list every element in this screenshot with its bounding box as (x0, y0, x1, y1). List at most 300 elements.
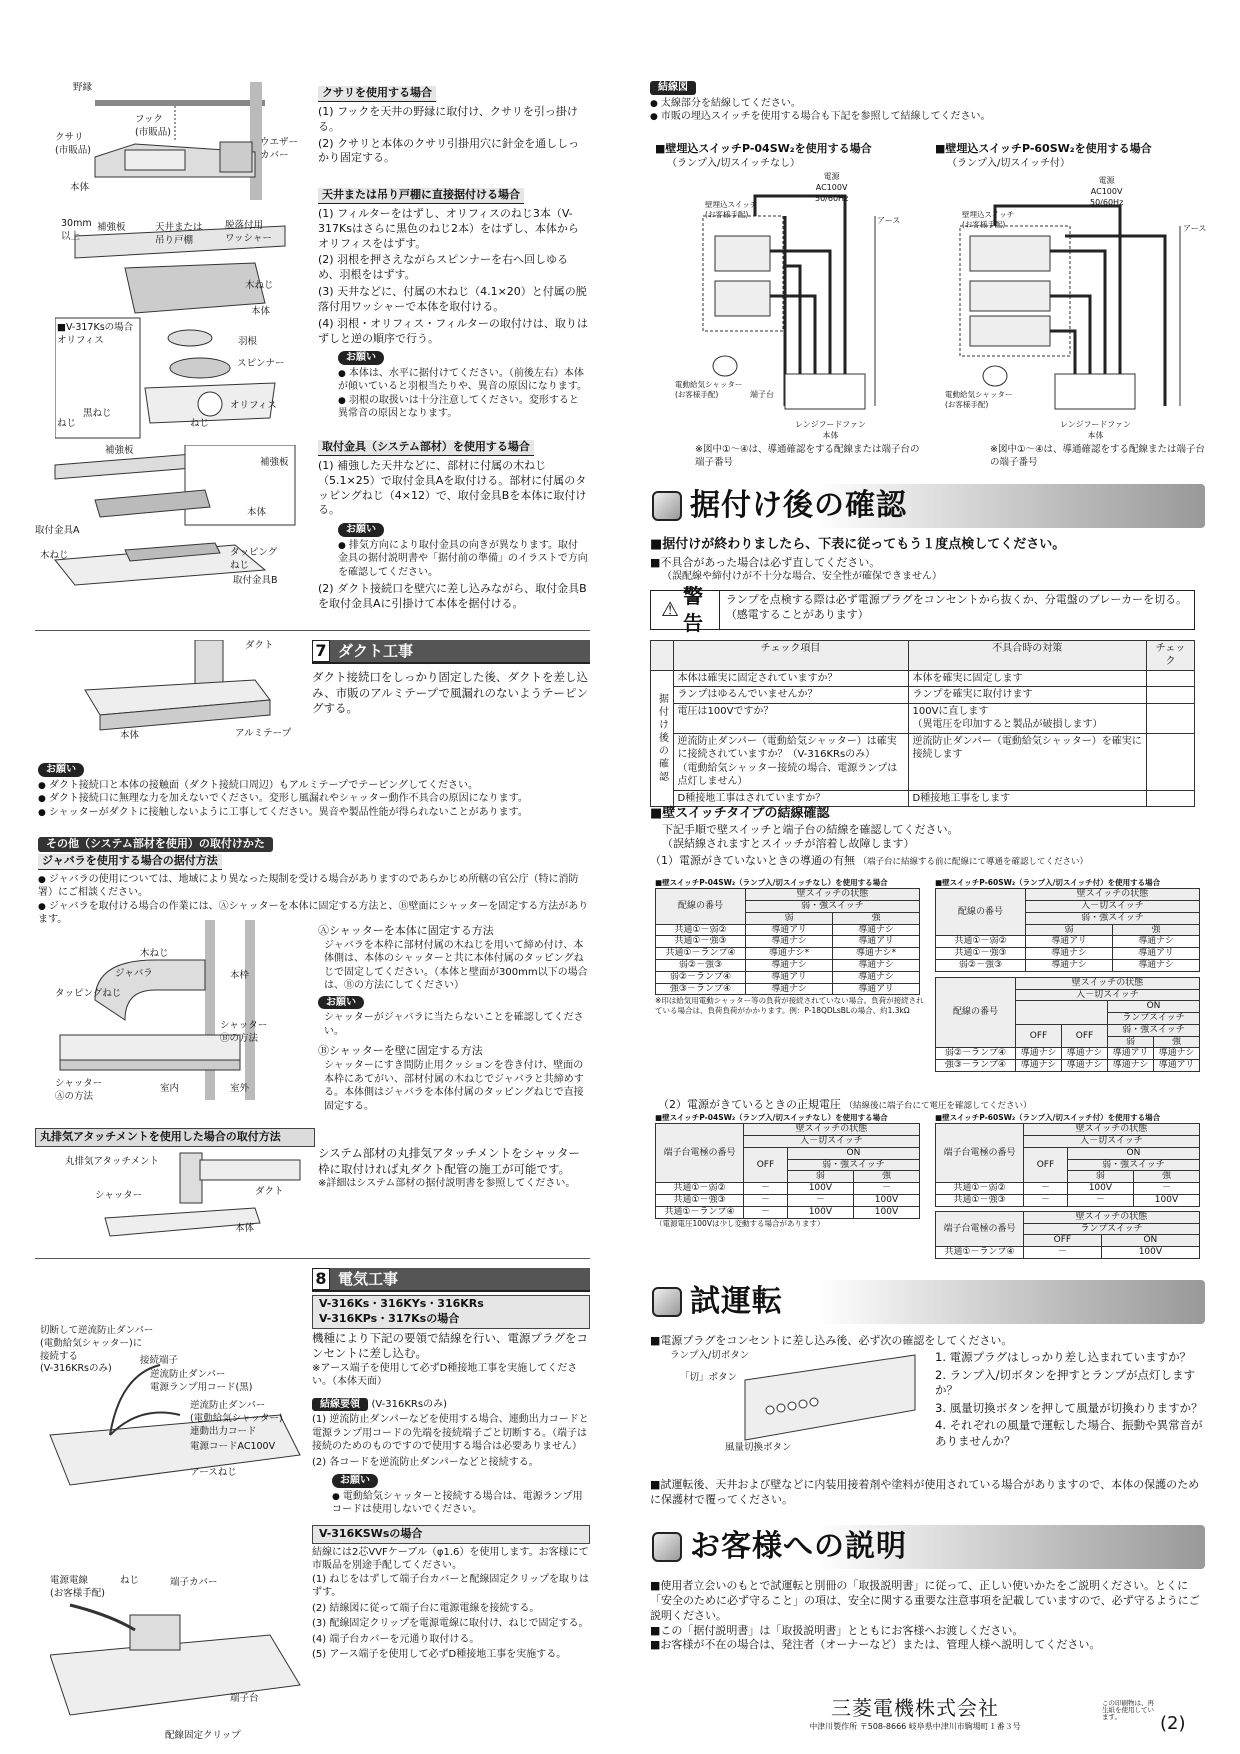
table-cell: 共通①－強③ (936, 1194, 1024, 1206)
table-cell: 導通アリ (746, 924, 833, 936)
section-heading (650, 484, 1205, 528)
table-header: 入－切スイッチ (1024, 1135, 1200, 1147)
attach-figure (65, 1148, 305, 1243)
fig-label: アルミテープ (235, 728, 292, 739)
jabara-methods (318, 924, 590, 1113)
explain-item: ■この「据付説明書」は「取扱説明書」とともにお客様へお渡しください。 (650, 1623, 1024, 1637)
check-sub: ■不具合があった場合は必ず直してください。 (650, 555, 881, 569)
attach-section (318, 1146, 590, 1191)
test-run-checklist (935, 1350, 1210, 1451)
table-header: 入－切スイッチ (744, 1135, 920, 1147)
diagram-subtitle: （ランプ入/切スイッチ付） (947, 157, 1070, 169)
table (935, 1211, 1200, 1259)
table-header: ON (1108, 1001, 1200, 1013)
section-heading (650, 1280, 1205, 1324)
jabara-note: ● ジャバラの使用については、地域により異なった規制を受ける場合がありますのであらかじめ所轄の官公庁（特に消防署）にご相談ください。 (38, 873, 590, 900)
table-cell: 導通ナシ* (833, 948, 920, 960)
chain-mount-illustration (55, 82, 295, 200)
duct-notice (38, 760, 588, 819)
table-header: OFF (1062, 1024, 1108, 1048)
table-cell: 導通アリ (746, 971, 833, 983)
section-title: 電気工事 (330, 1268, 590, 1290)
table-header: 端子台電極の番号 (936, 1124, 1024, 1183)
check-sub: （誤配線や締付けが不十分な場合、安全性が確保できません） (662, 571, 942, 583)
fig-label: 補強板 (97, 222, 126, 233)
explain-section (650, 1525, 1205, 1653)
fig-label: 補強板 (105, 445, 134, 456)
table-row (936, 1194, 1200, 1206)
table-cell: 共通①－強③ (936, 948, 1026, 960)
table-cell: 100V (787, 1183, 853, 1195)
elec-body: 機種により下記の要領で結線を行い、電源プラグをコンセントに差し込む。 (312, 1330, 588, 1361)
table-header: ランプスイッチ (1108, 1013, 1200, 1025)
table-cell: ランプはゆるんでいませんか？ (673, 687, 908, 704)
fig-label: アースねじ (190, 1467, 237, 1478)
table-cell: 本体は確実に固定されていますか？ (673, 670, 908, 687)
fig-label: タッピング ねじ (230, 547, 278, 571)
section-title: お客様への説明 (690, 1528, 907, 1564)
notice-item: ● ダクト接続口と本体の接触面（ダクト接続口周辺）もアルミテープでテーピングしてください。 (38, 779, 588, 793)
table-header: ON (1067, 1147, 1199, 1159)
fig-label: 風量切換ボタン (725, 1442, 792, 1453)
warning-text: ランプを点検する際は必ず電源プラグをコンセントから抜くか、分電盤のブレーカーを切る。（感電することがあります） (725, 592, 1188, 621)
duct-illustration (75, 640, 300, 740)
warning-label: 警告 (682, 583, 703, 635)
fig-label: ねじ (120, 1575, 140, 1586)
table-cell: 共通①－弱② (656, 924, 746, 936)
diagram-title: ■壁埋込スイッチP-04SW₂を使用する場合 (655, 142, 872, 155)
explain-item: ■使用者立会いのもとで試運転と別冊の「取扱説明書」に従って、正しい使いかたをご説明ください。とくに「安全のために必ず守ること」の項は、安全に関する重要な注意事項を記載していますので、必ず守るようにご説明ください。 (650, 1579, 1200, 1622)
continuity-table-p60 (935, 878, 1210, 1072)
notice-badge: お願い (338, 351, 384, 365)
fig-label: 電動給気シャッター (お客様手配) (675, 380, 743, 400)
table-header: 弱 (1067, 1171, 1133, 1183)
fig-label: 逆流防止ダンパー (電動給気シャッター) 連動出力コード (190, 1400, 283, 1437)
table-header: ON (787, 1147, 919, 1159)
notice-badge: お願い (38, 763, 84, 777)
fig-label: 本体 (70, 182, 90, 193)
fig-label: ■V-317Ksの場合 オリフィス (57, 322, 134, 346)
fig-label: 丸排気アタッチメント (65, 1156, 159, 1167)
table-header: 端子台電極の番号 (656, 1124, 744, 1183)
wiring-step: (1) 逆流防止ダンパーなどを使用する場合、連動出力コードと電源ランプ用コードの先端を接続端子ごと切断する。（端子は接続のためのものですので使用する場合は必要ありません） (312, 1414, 589, 1453)
table-row (656, 1194, 920, 1206)
section-heading (312, 1268, 590, 1292)
switch-step-sub: （結線後に端子台にて電圧を確認してください） (844, 1101, 1032, 1111)
fig-label: ウエザー カバー (260, 137, 299, 161)
table-cell: 電圧は100Vですか？ (673, 703, 908, 733)
fig-label: 電源 AC100V 50/60Hz (815, 172, 849, 203)
fig-label: オリフィス (230, 400, 277, 411)
table-cell: 共通①－弱② (936, 1183, 1024, 1195)
table-cell: 逆流防止ダンパー（電動給気シャッター）は確実に接続されていますか？（V-316KRsのみ） （電動給気シャッター接続の場合、電源ランプは点灯しません） (673, 733, 908, 790)
table-caption: ■壁スイッチP-60SW₂（ランプ入/切スイッチ付）を使用する場合 (935, 878, 1161, 887)
fig-label: 30mm 以上 (61, 218, 92, 242)
table-cell: 導通ナシ (833, 924, 920, 936)
fitting-title: 取付金具（システム部材）を使用する場合 (318, 440, 534, 456)
table-header: 配線の番号 (936, 889, 1026, 936)
notice-badge: お願い (318, 996, 364, 1010)
wiring-badge: 結線要領 (312, 1398, 368, 1412)
other-title: その他（システム部材を使用）の取付けかた (38, 837, 273, 852)
divider (35, 1258, 590, 1259)
switch-step-title: （1）電源がきていないときの導通の有無 (650, 854, 855, 868)
voltage-table-p60 (935, 1113, 1210, 1259)
fitting-step: (1) 補強した天井などに、部材に付属の木ねじ（5.1×25）で取付金具Aを取付ける。部材に付属のタッピングねじ（4×12）で、取付金具Bを本体に取付ける。 (318, 458, 587, 517)
table (935, 1123, 1200, 1207)
table-cell: － (744, 1194, 788, 1206)
table-header: ON (1101, 1235, 1199, 1247)
table-cell: 導通アリ (1026, 936, 1113, 948)
post-install-check (650, 484, 1205, 807)
table-row (656, 959, 920, 971)
table-cell: 導通ナシ (746, 959, 833, 971)
fig-label: 木ねじ (140, 948, 169, 959)
ceiling-step: (3) 天井などに、付属の木ねじ（4.1×20）と付属の脱落付用ワッシャーで本体を取付ける。 (318, 285, 587, 313)
table-header: 壁スイッチの状態 (744, 1124, 920, 1136)
fig-label: クサリ (市販品) (55, 132, 91, 156)
table-row (936, 1060, 1200, 1072)
chain-step: (1) フックを天井の野縁に取付け、クサリを引っ掛ける。 (318, 104, 578, 133)
diagram-note: ※図中①～④は、導通確認をする配線または端子台の端子番号 (990, 444, 1205, 468)
duct-figure (75, 640, 300, 740)
fig-label: 壁埋込スイッチ (お客様手配) (962, 210, 1015, 230)
table-header: 壁スイッチの状態 (1016, 977, 1200, 989)
table-header: OFF (1024, 1235, 1102, 1247)
section-heading (650, 1525, 1205, 1569)
fig-label: 羽根 (238, 336, 258, 347)
fig-label: 室内 (160, 1083, 180, 1094)
table-note: ※印は給気用電動シャッター等の負荷が接続されていない場合。負荷が接続されている場合は、負荷負荷がかかります。例：P-18QDLsBLの場合、約1.3kΩ (655, 996, 924, 1015)
duct-body: ダクト接続口をしっかり固定した後、ダクトを差し込み、市販のアルミテープで風漏れのないようテーピングする。 (312, 670, 588, 716)
switch-step-sub: （端子台に結線する前に配線にて導通を確認してください） (858, 857, 1089, 868)
notice-item: ● 本体は、水平に据付けてください。（前後左右）本体が傾いていると羽根当たりや、異音の原因になります。 (338, 367, 588, 394)
table-cell: 本体を確実に固定します (908, 670, 1147, 687)
diagram-subtitle: （ランプ入/切スイッチなし） (667, 157, 800, 169)
table-row (656, 948, 920, 960)
test-step: 4. それぞれの風量で運転した場合、振動や異常音がありませんか？ (935, 1418, 1203, 1448)
table-cell: 導通ナシ (746, 983, 833, 995)
warning-triangle-icon: ⚠ (661, 597, 679, 622)
warning-box (650, 583, 1195, 635)
table-row (936, 1183, 1200, 1195)
wiring-diagram-p04 (655, 142, 925, 472)
fig-label: 本体 (120, 730, 140, 741)
wiring-diagram-badge: 結線図 (650, 81, 696, 95)
fig-label: ジャバラ (115, 968, 153, 979)
table-row (656, 924, 920, 936)
table-row (651, 670, 1195, 687)
table-cell: 弱②－ランプ④ (656, 971, 746, 983)
table-note: （電源電圧100Vは少し変動する場合があります） (655, 1218, 825, 1228)
fig-label: レンジフードファン 本体 (795, 420, 866, 440)
table-cell: 100V (853, 1206, 919, 1218)
section-heading (312, 640, 590, 664)
table-cell: 逆流防止ダンパー（電動給気シャッター）を確実に接続します (908, 733, 1147, 790)
table-side-label: 据付け後の確認 (651, 670, 674, 807)
ksw-step: (1) ねじをはずして端子台カバーと配線固定クリップを取りはずす。 (312, 1573, 589, 1599)
notice-badge: お願い (338, 523, 384, 537)
table-caption: ■壁スイッチP-04SW₂（ランプ入/切スイッチなし）を使用する場合 (655, 1113, 888, 1122)
ksw-body: 結線には2芯VVFケーブル（φ1.6）を使用します。お客様にて市販品を別途手配してください。 (312, 1546, 589, 1572)
table-cell: － (1067, 1194, 1133, 1206)
switch-lead: 下記手順で壁スイッチと端子台の結線を確認してください。 (662, 822, 959, 836)
test-step: 1. 電源プラグはしっかり差し込まれていますか？ (935, 1350, 1192, 1364)
fig-label: ねじ (57, 418, 77, 429)
heading-square-icon (652, 1287, 682, 1317)
table-header: 入－切スイッチ (1016, 989, 1200, 1001)
table-cell: 100V (1067, 1183, 1133, 1195)
company-address: 中津川製作所 〒508-8666 岐阜県中津川市駒場町１番３号 (809, 1722, 1021, 1731)
table-row (656, 936, 920, 948)
ceiling-mount-figure (55, 218, 305, 443)
fig-label: 本体 (251, 306, 271, 317)
fig-label: ダクト (245, 640, 274, 651)
section-title: ダクト工事 (330, 640, 590, 662)
notice-item: ● 排気方向により取付金具の向きが異なります。取付金具の据付説明書や「据付前の準備」のイラストで方向を確認してください。 (338, 539, 588, 580)
ksw-step: (5) アース端子を使用して必ずD種接地工事を実施する。 (312, 1649, 567, 1661)
table-row (656, 1183, 920, 1195)
method-b-title: Ⓑシャッターを壁に固定する方法 (318, 1044, 483, 1058)
table-header: 強 (853, 1171, 919, 1183)
wiring-diagram-section (650, 78, 1210, 124)
section-title: 試運転 (690, 1283, 783, 1319)
switch-title: ■壁スイッチタイプの結線確認 (650, 806, 830, 821)
table-caption: ■壁スイッチP-04SW₂（ランプ入/切スイッチなし）を使用する場合 (655, 878, 888, 887)
method-a-note: シャッターがジャバラに当たらないことを確認してください。 (324, 1012, 584, 1037)
table-header: 不具合時の対策 (908, 640, 1147, 670)
check-lead: ■据付けが終わりましたら、下表に従ってもう１度点検してください。 (650, 537, 1066, 552)
fitting-section (318, 440, 588, 614)
fig-label: 本体 (247, 507, 267, 518)
table-header: 強 (1133, 1171, 1199, 1183)
table-cell: 導通アリ (833, 983, 920, 995)
company-name: 三菱電機株式会社 (831, 1696, 999, 1720)
fig-label: 取付金具A (35, 525, 80, 536)
table-cell: － (853, 1183, 919, 1195)
table-header: 弱・強スイッチ (1108, 1024, 1200, 1036)
table-row (936, 936, 1200, 948)
wiring-note: ● 太線部分を結線してください。 (650, 97, 1210, 111)
heading-square-icon (652, 1532, 682, 1562)
test-run-figure (665, 1350, 925, 1460)
table-row (936, 948, 1200, 960)
recycle-note: この印刷物は、再生紙を使用しています。 (1102, 1699, 1154, 1722)
table-cell: 導通ナシ (1016, 1060, 1062, 1072)
table-cell: 導通ナシ (1154, 1048, 1200, 1060)
elec-models: V-316Ks・316KYs・316KRs V-316KPs・317Ksの場合 (312, 1295, 590, 1329)
table-cell: － (1133, 1183, 1199, 1195)
table-cell: 共通①－ランプ④ (656, 948, 746, 960)
fig-label: 逆流防止ダンパー 電源ランプ用コード(黒) (150, 1369, 253, 1393)
table-cell: 共通①－弱② (656, 1183, 744, 1195)
table-header: 端子台電極の番号 (936, 1211, 1024, 1246)
table-cell: 100V (853, 1194, 919, 1206)
table-header: 壁スイッチの状態 (1024, 1124, 1200, 1136)
notice-item: ● 羽根の取扱いは十分注意してください。変形すると異常音の原因となります。 (338, 394, 588, 421)
notice-badge: お願い (332, 1474, 378, 1488)
fig-label: 配線固定クリップ (165, 1730, 241, 1741)
table-cell: D種接地工事をします (908, 790, 1147, 807)
diagram-note: ※図中①～④は、導通確認をする配線または端子台の端子番号 (695, 444, 920, 468)
table-cell: 100Vに直します （異電圧を印加すると製品が破損します） (908, 703, 1147, 733)
section-number: 8 (312, 1268, 330, 1290)
fig-label: 取付金具B (233, 575, 278, 586)
ceiling-section (318, 188, 588, 421)
chain-mount-figure (55, 82, 299, 200)
test-lead: ■電源プラグをコンセントに差し込み後、必ず次の確認をしてください。 (650, 1334, 1013, 1347)
fig-label: 端子カバー (170, 1577, 218, 1588)
table-cell: 導通ナシ (1026, 959, 1113, 971)
ksw-step: (2) 結線図に従って端子台に電源電線を接続する。 (312, 1602, 540, 1614)
diagram-title: ■壁埋込スイッチP-60SW₂を使用する場合 (935, 142, 1152, 155)
table-cell: 強③－ランプ④ (936, 1060, 1016, 1072)
table-cell: 共通①－強③ (656, 1194, 744, 1206)
fig-label: フック (市販品) (135, 114, 171, 138)
table-cell: 導通ナシ (1113, 936, 1200, 948)
fig-label: 「切」ボタン (680, 1372, 738, 1383)
table-cell: － (1024, 1247, 1102, 1259)
table-row (656, 971, 920, 983)
check-cell[interactable] (1147, 703, 1195, 733)
table-row (936, 1048, 1200, 1060)
check-cell[interactable] (1147, 670, 1195, 687)
duct-section (312, 640, 590, 717)
table-row (651, 703, 1195, 733)
table-cell: － (744, 1206, 788, 1218)
table-header: チェック項目 (673, 640, 908, 670)
table-cell: 導通ナシ (833, 971, 920, 983)
table-row (656, 1206, 920, 1218)
page-number: (2) (1160, 1713, 1186, 1734)
fig-label: レンジフードファン 本体 (1060, 420, 1131, 440)
fitting-figure (35, 445, 300, 595)
fig-label: 木ねじ (40, 550, 69, 561)
jabara-figure (55, 920, 315, 1105)
table-cell: 共通①－ランプ④ (936, 1247, 1024, 1259)
table-cell: 共通①－強③ (656, 936, 746, 948)
chain-step: (2) クサリと本体のクサリ引掛用穴に針金を通ししっかり固定する。 (318, 136, 580, 165)
section-number: 7 (312, 640, 330, 662)
table-cell: 導通アリ (1113, 948, 1200, 960)
explain-item: ■お客様が不在の場合は、発注者（オーナーなど）または、管理人様へ説明してください。 (650, 1638, 1101, 1652)
elec-section (312, 1268, 590, 1664)
fig-label: 接続端子 (140, 1355, 179, 1366)
table-header: 壁スイッチの状態 (746, 889, 920, 901)
ceiling-step: (2) 羽根を押さえながらスピンナーを右へ回しゆるめ、羽根をはずす。 (318, 253, 569, 282)
section-title: 据付け後の確認 (690, 487, 907, 523)
table-row (651, 733, 1195, 790)
fig-label: ねじ (190, 418, 210, 429)
table-cell: 100V (1101, 1247, 1199, 1259)
fig-label: 脱落付用 ワッシャー (225, 220, 272, 244)
fig-label: シャッター Ⓑの方法 (220, 1020, 268, 1044)
table-header: OFF (744, 1147, 788, 1182)
table-header: OFF (1016, 1024, 1062, 1048)
fig-label: 室外 (230, 1083, 250, 1094)
fig-label: 電源電線 (お客様手配) (50, 1575, 105, 1599)
table-header-blank (1016, 1001, 1108, 1013)
check-cell[interactable] (1147, 733, 1195, 790)
fig-label: 野縁 (73, 82, 93, 93)
table-cell: 弱②－強③ (656, 959, 746, 971)
table-header: 配線の番号 (936, 977, 1016, 1048)
heading-square-icon (652, 491, 682, 521)
ceiling-step: (4) 羽根・オリフィス・フィルターの取付けは、取りはずしと逆の順序で行う。 (318, 316, 588, 345)
table-header: 壁スイッチの状態 (1024, 1211, 1200, 1223)
check-cell[interactable] (1147, 687, 1195, 704)
elec-figure-cord (40, 1325, 305, 1495)
fig-label: アース (1183, 224, 1207, 233)
fig-label: 木ねじ (245, 280, 274, 291)
fig-label: ダクト (255, 1186, 284, 1197)
fig-label: 天井または 吊り戸棚 (155, 222, 203, 246)
fig-label: アース (877, 216, 901, 225)
table-header: 入－切スイッチ (1026, 900, 1200, 912)
fig-label: 電源 AC100V 50/60Hz (1090, 176, 1124, 207)
ksw-step: (3) 配線固定クリップを電源電線に取付け、ねじで固定する。 (312, 1618, 589, 1630)
wiring-step: (2) 各コードを逆流防止ダンパーなどと接続する。 (312, 1456, 539, 1468)
ksw-title: V-316KSWsの場合 (312, 1525, 590, 1544)
fig-label: 切断して逆流防止ダンパー (電動給気シャッター)に 接続する (V-316KRsのみ) (40, 1325, 154, 1375)
table-cell: 導通ナシ (746, 936, 833, 948)
table-header: 配線の番号 (656, 889, 746, 924)
table-cell: 共通①－弱② (936, 936, 1026, 948)
check-table (650, 640, 1195, 808)
table-header: 強 (833, 912, 920, 924)
fig-label: 電源コードAC100V (190, 1441, 276, 1452)
fig-label: シャッター (95, 1190, 143, 1201)
chain-title: クサリを使用する場合 (318, 86, 436, 102)
notice-item: ● ダクト接続口に無理な力を加えないでください。変形し風漏れやシャッター動作不具合の原因になります。 (38, 792, 588, 806)
test-run-section (650, 1280, 1205, 1349)
method-a-body: ジャバラを本枠に部材付属の木ねじを用いて締め付け、本体側は、本体のシャッターと共に本体付属のタッピングねじで固定してください。（本体と壁面が300mm以下の場合は、Ⓑの方法にしてください） (324, 939, 588, 992)
table-cell: 導通アリ (1154, 1060, 1200, 1072)
table-header: 強 (1113, 924, 1200, 936)
test-step: 2. ランプ入/切ボタンを押すとランプが点灯しますか？ (935, 1367, 1195, 1398)
warning-tag (651, 583, 720, 635)
table-header: 弱・強スイッチ (1067, 1159, 1199, 1171)
table (655, 888, 920, 995)
table-cell: D種接地工事はされていますか？ (673, 790, 908, 807)
footer (790, 1695, 1040, 1733)
table-cell: － (1024, 1183, 1068, 1195)
method-a-title: Ⓐシャッターを本体に固定する方法 (318, 924, 494, 937)
table-cell: － (1024, 1194, 1068, 1206)
fig-label: 黒ねじ (83, 408, 112, 419)
table (655, 1123, 920, 1218)
table-header: チェック (1147, 640, 1195, 670)
table (935, 977, 1200, 1072)
table-header: 壁スイッチの状態 (1026, 889, 1200, 901)
table-caption: ■壁スイッチP-60SW₂（ランプ入/切スイッチ付）を使用する場合 (935, 1113, 1161, 1122)
fig-label: 補強板 (260, 457, 289, 468)
table-cell: 共通①－ランプ④ (656, 1206, 744, 1218)
table (935, 888, 1200, 972)
table-corner (651, 640, 674, 670)
jabara-title: ジャバラを使用する場合の据付方法 (38, 854, 222, 870)
jabara-note: ● ジャバラを取付ける場合の作業には、Ⓐシャッターを本体に固定する方法と、Ⓑ壁面にシャッターを固定する方法があります。 (38, 900, 590, 927)
fig-label: ランプ入/切ボタン (670, 1350, 750, 1361)
table-header: 弱・強スイッチ (1026, 912, 1200, 924)
table-cell: 弱②－ランプ④ (936, 1048, 1016, 1060)
table-cell: 導通ナシ (1062, 1060, 1108, 1072)
switch-check (650, 805, 1210, 869)
method-b-body: シャッターにすき間防止用クッションを巻き付け、壁面の本枠にあてがい、部材付属の木ねじでジャバラと共締めする。本体側はジャバラを本体付属のタッピングねじで直接固定する。 (324, 1060, 584, 1112)
wiring-note: ● 市販の埋込スイッチを使用する場合も下記を参照して結線してください。 (650, 110, 1210, 124)
table-cell: 導通ナシ* (746, 948, 833, 960)
test-step: 3. 風量切換ボタンを押して風量が切換わりますか？ (935, 1400, 1203, 1415)
